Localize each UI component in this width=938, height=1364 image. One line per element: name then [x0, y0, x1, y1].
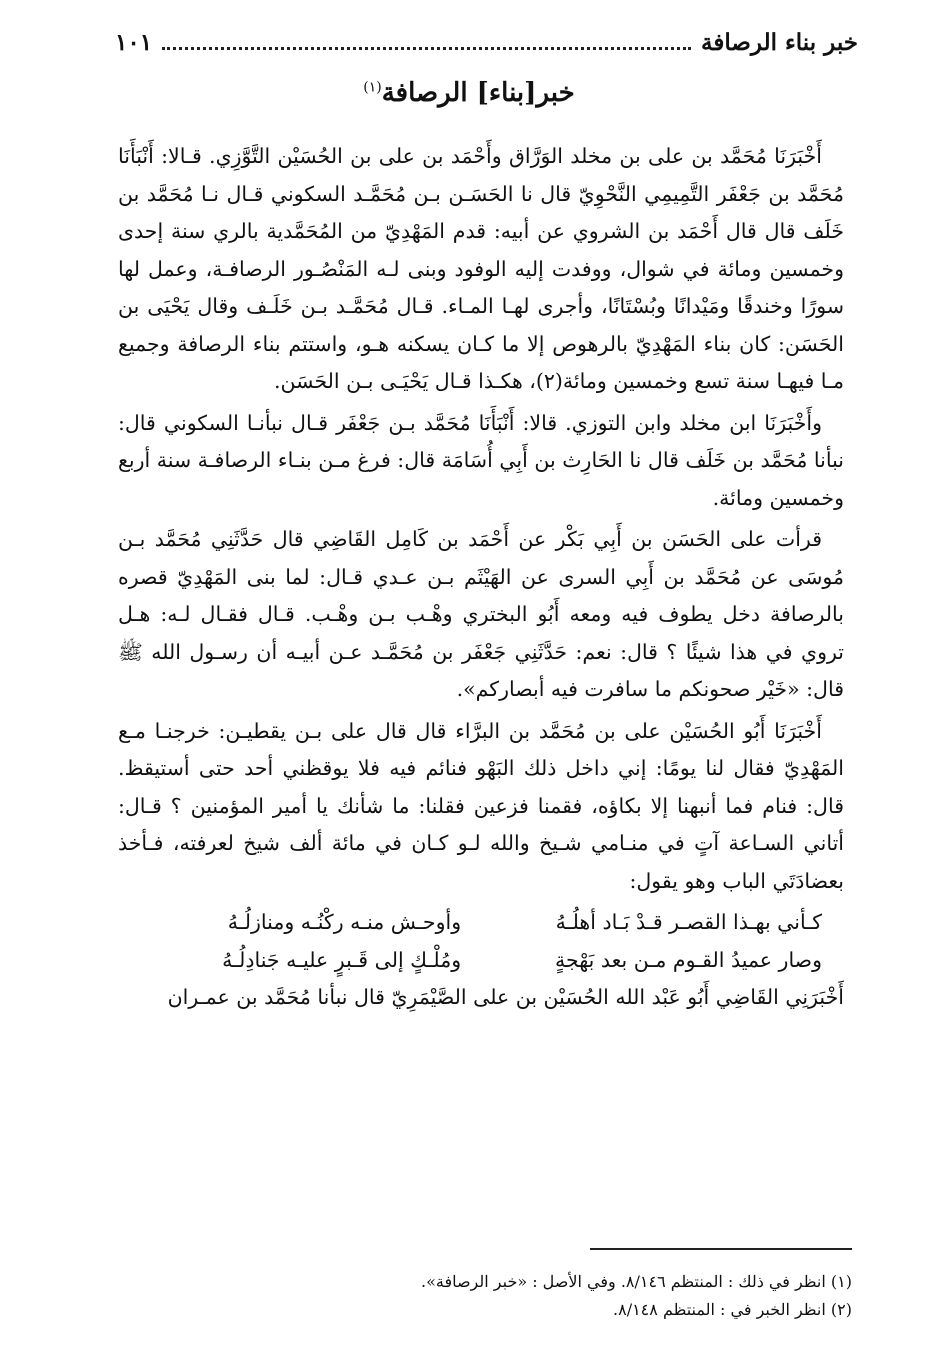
poem	[118, 904, 844, 979]
verse-first-hemistich: كـأني بهـذا القصـر قـدْ بَـاد أهلُـهُ	[555, 910, 822, 934]
footnote: (٢) انظر الخبر في : المنتظم ٨/١٤٨.	[613, 1300, 852, 1319]
footnote-separator	[590, 1248, 852, 1250]
footnotes	[112, 1268, 852, 1324]
page-number: ١٠١	[115, 28, 153, 56]
chapter-footnote-ref: (١)	[363, 79, 382, 96]
running-head-title: خبر بناء الرصافة	[701, 28, 858, 56]
chapter-title	[0, 78, 938, 108]
verse-second-hemistich: وأوحـش منـه ركْنُـه ومنازلُـهُ	[227, 910, 462, 934]
paragraph: قرأت على الحَسَن بن أَبِي بَكْر عن أَحْمَد بن كَامِل القَاضِي قال حَدَّثَنِي مُحَمَّد بـن مُوسَى عن مُحَمَّد بن أَبِي السرى عن الهَيْثَم بـن عـدي قـال: لما بنى المَهْدِيّ قصره بالرصافة دخل يطوف فيه ومعه أَبُو البختري وهْـب بـن وهْـب. قـال فقـال لـه: هـل تروي في هذا شيئًا ؟ قال: نعم: حَدَّثَنِي جَعْفَر بن مُحَمَّـد عـن أبيـه أن رسـول الله ﷺ قال: «خَيْر صحونكم ما سافرت فيه أبصاركم».	[118, 527, 844, 701]
paragraph: أَخْبَرَنَا مُحَمَّد بن على بن مخلد الوَرَّاق وأَحْمَد بن على بن الحُسَيْن التَّوَّزِي. قـالا: أَنْبَأَنَا مُحَمَّد بن جَعْفَر التَّمِيمِي النَّحْوِيّ قال نا الحَسَـن بـن مُحَمَّـد السكوني قـال نـا مُحَمَّد بن خَلَف قال قال أَحْمَد بن الشروي عن أبيه: قدم المَهْدِيّ من المُحَمَّدية بالري سنة إحدى وخمسين ومائة في شوال، ووفدت إليه الوفود وبنى لـه المَنْصُـور الرصافـة، وعمل لها سورًا وخندقًا ومَيْدانًا وبُسْتَانًا، وأجرى لهـا المـاء. قـال مُحَمَّـد بـن خَلَـف وقال يَحْيَى بن الحَسَن: كان بناء المَهْدِيّ بالرهوص إلا ما كـان يسكنه هـو، واستتم بناء الرصافة وجميع مـا فيهـا سنة تسع وخمسين ومائة(٢)، هكـذا قـال يَحْيَـى بـن الحَسَن.	[118, 144, 844, 393]
poem-verse	[118, 942, 844, 980]
chapter-title-text: خبر[بناء] الرصافة	[381, 78, 575, 108]
paragraph: وأَخْبَرَنَا ابن مخلد وابن التوزي. قالا: أَنْبَأَنَا مُحَمَّد بـن جَعْفَر قـال نبأنـا السكوني قال: نبأنا مُحَمَّد بن خَلَف قال نا الحَارِث بن أَبِي أُسَامَة قال: فرغ مـن بنـاء الرصافـة سنة أربع وخمسين ومائة.	[118, 410, 844, 510]
paragraph: أَخْبَرَنَا أَبُو الحُسَيْن على بن مُحَمَّد بن البرَّاء قال قال على بـن يقطيـن: خرجنـا مـع المَهْدِيّ فقال لنا يومًا: إني داخل ذلك البَهْو فنائم فيه فلا يوقظني أحد حتى أستيقظ. قال: فنام فما أنبهنا إلا بكاؤه، فقمنا فزعين فقلنا: ما شأنك يا أمير المؤمنين ؟ قـال: أتاني السـاعة آتٍ في منـامي شـيخ والله لـو كـان في مائة ألف شيخ لعرفته، فـأخذ بعضادَتَي الباب وهو يقول:	[118, 718, 844, 893]
verse-second-hemistich: ومُلْـكٍ إلى قَـبرٍ عليـه جَنادِلُـهُ	[222, 947, 462, 972]
body-text	[118, 138, 844, 1021]
running-head	[115, 22, 858, 62]
dot-leader	[162, 47, 691, 50]
closing-line: أَخْبَرَنِي القَاضِي أَبُو عَبْد الله الحُسَيْن بن على الصَّيْمَرِيّ قال نبأنا مُحَمَّد بن عمـران	[167, 985, 844, 1009]
footnote: (١) انظر في ذلك : المنتظم ٨/١٤٦. وفي الأصل : «خبر الرصافة».	[420, 1272, 852, 1291]
verse-first-hemistich: وصار عميدُ القـوم مـن بعد بَهْجةٍ	[555, 947, 822, 972]
poem-verse	[118, 904, 844, 942]
